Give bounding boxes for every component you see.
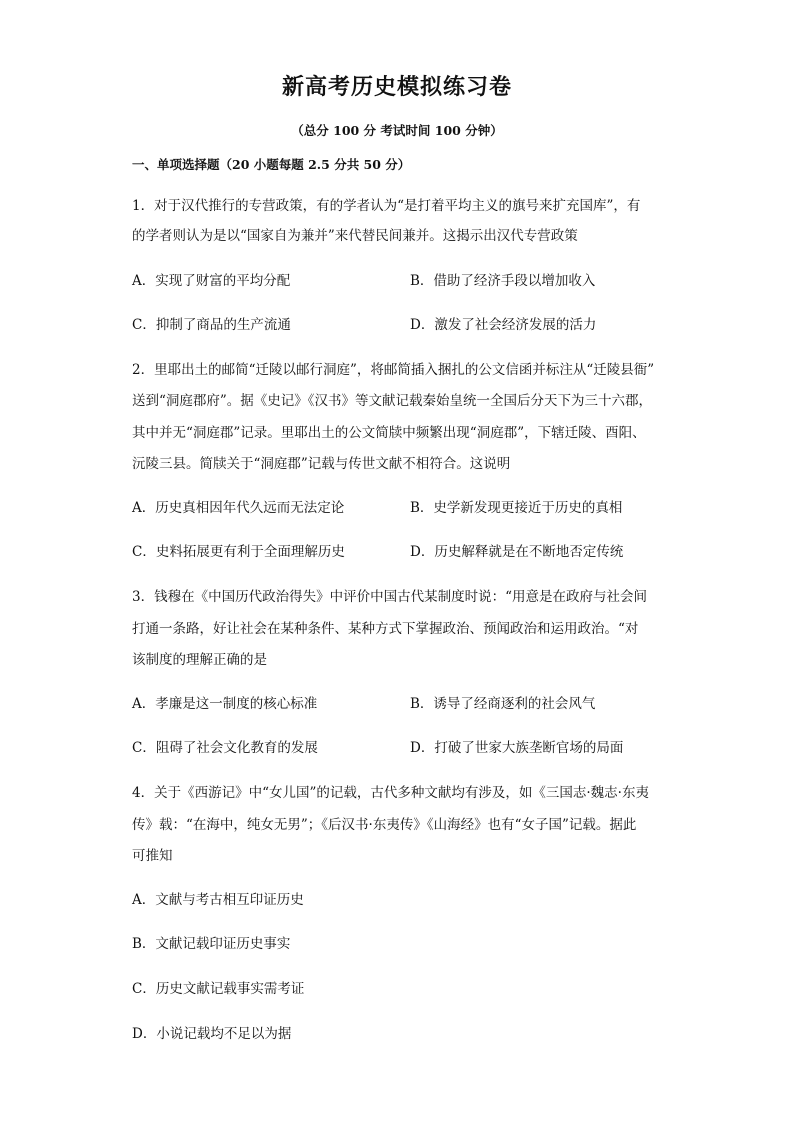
- question-2-option-b[interactable]: B．史学新发现更接近于历史的真相: [410, 500, 623, 516]
- question-4-stem-line-2: 传》载：“在海中，纯女无男”；《后汉书·东夷传》《山海经》也有“女子国”记载。据此: [132, 817, 637, 833]
- question-2-option-c[interactable]: C．史料拓展更有利于全面理解历史: [132, 544, 345, 560]
- question-2-stem-line-4: 沅陵三县。简牍关于“洞庭郡”记载与传世文献不相符合。这说明: [132, 456, 511, 472]
- question-1-option-a[interactable]: A．实现了财富的平均分配: [132, 273, 291, 289]
- exam-title: 新高考历史模拟练习卷: [281, 74, 512, 100]
- question-1-option-b[interactable]: B．借助了经济手段以增加收入: [410, 273, 596, 289]
- question-1-stem-line-2: 的学者则认为是以“国家自为兼并”来代替民间兼并。这揭示出汉代专营政策: [132, 228, 578, 244]
- question-4-option-b[interactable]: B．文献记载印证历史事实: [132, 936, 291, 952]
- question-3-stem-line-1: 3．钱穆在《中国历代政治得失》中评价中国古代某制度时说：“用意是在政府与社会间: [132, 589, 647, 605]
- exam-subtitle: （总分 100 分 考试时间 100 分钟）: [291, 123, 503, 138]
- question-3-option-d[interactable]: D．打破了世家大族垄断官场的局面: [410, 740, 624, 756]
- question-4-stem-line-3: 可推知: [132, 848, 173, 864]
- question-1-option-d[interactable]: D．激发了社会经济发展的活力: [410, 317, 597, 333]
- section-heading: 一、单项选择题（20 小题每题 2.5 分共 50 分）: [132, 157, 411, 172]
- question-3-option-c[interactable]: C．阻碍了社会文化教育的发展: [132, 740, 318, 756]
- question-4-stem-line-1: 4．关于《西游记》中“女儿国”的记载，古代多种文献均有涉及，如《三国志·魏志·东夷: [132, 785, 649, 801]
- question-2-stem-line-2: 送到“洞庭郡府”。据《史记》《汉书》等文献记载秦始皇统一全国后分天下为三十六郡，: [132, 393, 653, 409]
- question-2-stem-line-3: 其中并无“洞庭郡”记录。里耶出土的公文简牍中频繁出现“洞庭郡”，下辖迁陵、酉阳、: [132, 425, 646, 441]
- question-3-option-b[interactable]: B．诱导了经商逐利的社会风气: [410, 696, 596, 712]
- question-1-stem-line-1: 1．对于汉代推行的专营政策，有的学者认为“是打着平均主义的旗号来扩充国库”，有: [132, 198, 641, 214]
- question-2-option-a[interactable]: A．历史真相因年代久远而无法定论: [132, 500, 345, 516]
- question-3-option-a[interactable]: A．孝廉是这一制度的核心标准: [132, 696, 318, 712]
- question-2-option-d[interactable]: D．历史解释就是在不断地否定传统: [410, 544, 624, 560]
- question-2-stem-line-1: 2．里耶出土的邮简“迁陵以邮行洞庭”，将邮简插入捆扎的公文信函并标注从“迁陵县衙”: [132, 362, 655, 378]
- question-4-option-c[interactable]: C．历史文献记载事实需考证: [132, 981, 305, 997]
- question-3-stem-line-3: 该制度的理解正确的是: [132, 652, 267, 668]
- question-1-option-c[interactable]: C．抑制了商品的生产流通: [132, 317, 291, 333]
- question-4-option-d[interactable]: D．小说记载均不足以为据: [132, 1026, 292, 1042]
- question-4-option-a[interactable]: A．文献与考古相互印证历史: [132, 892, 304, 908]
- question-3-stem-line-2: 打通一条路，好让社会在某种条件、某种方式下掌握政治、预闻政治和运用政治。“对: [132, 621, 639, 637]
